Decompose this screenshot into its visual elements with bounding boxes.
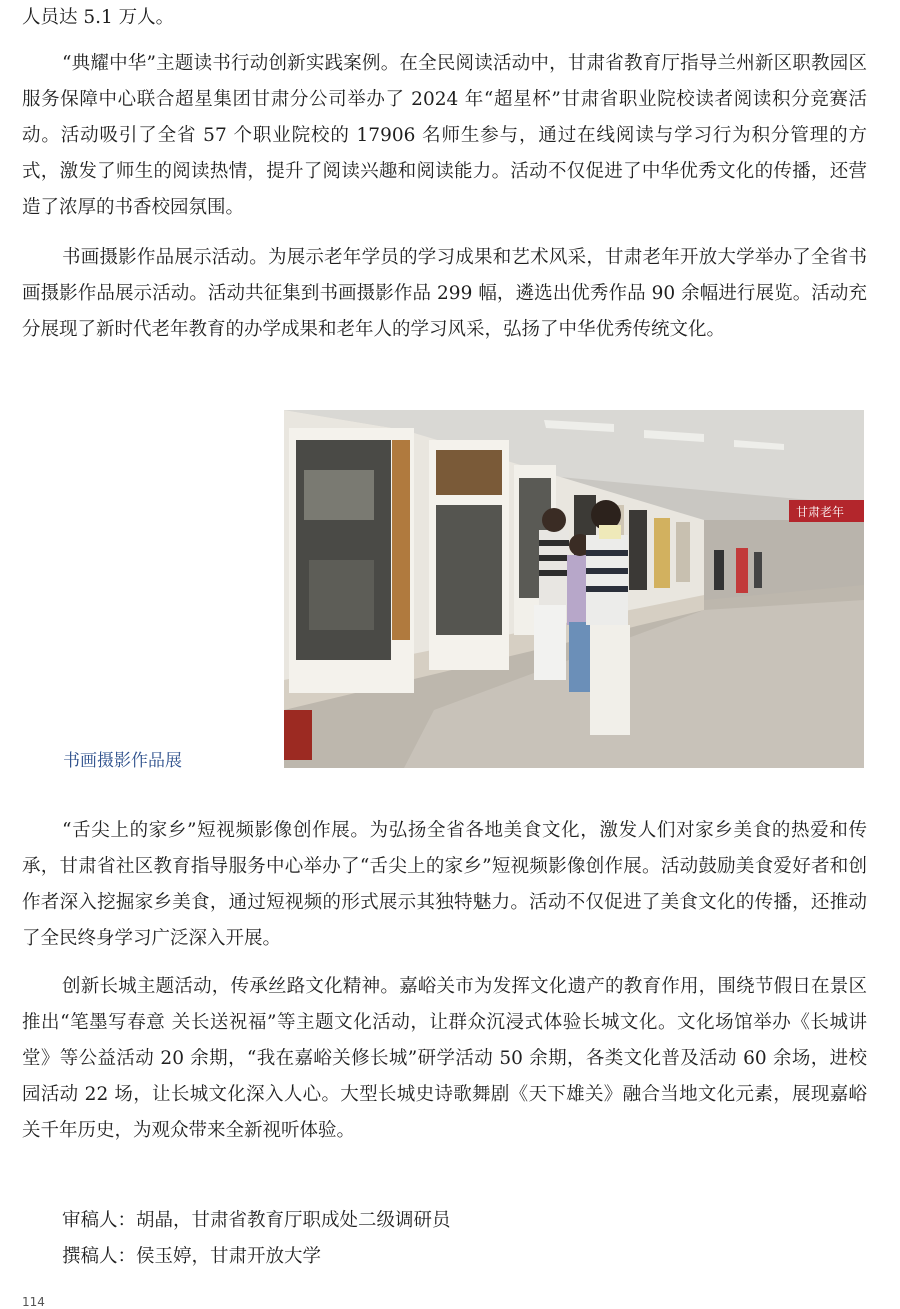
author-credit: 撰稿人：侯玉婷，甘肃开放大学 xyxy=(62,1246,322,1267)
corridor-sign-text: 甘肃老年 xyxy=(796,505,845,519)
reviewer-credit: 审稿人：胡晶，甘肃省教育厅职成处二级调研员 xyxy=(62,1210,451,1231)
exhibition-photo-illustration xyxy=(284,410,864,768)
exhibition-photo xyxy=(284,410,864,768)
page-number: 114 xyxy=(22,1295,45,1309)
paragraph-continuation: 人员达 5.1 万人。 xyxy=(22,7,175,28)
paragraph-art-exhibition: 书画摄影作品展示活动。为展示老年学员的学习成果和艺术风采，甘肃老年开放大学举办了全省书画摄影作品展示活动。活动共征集到书画摄影作品 299 幅，遴选出优秀作品 90 余幅进行展览。活动充分展现了新时代老年教育的办学成果和老年人的学习风采，弘扬了中华优秀传统文化。 xyxy=(22,247,867,340)
paragraph-great-wall: 创新长城主题活动，传承丝路文化精神。嘉峪关市为发挥文化遗产的教育作用，围绕节假日在景区推出“笔墨写春意 关长送祝福”等主题文化活动，让群众沉浸式体验长城文化。文化场馆举办《长城讲堂》等公益活动 20 余期，“我在嘉峪关修长城”研学活动 50 余期，各类文化普及活动 60 余场，进校园活动 22 场，让长城文化深入人心。大型长城史诗歌舞剧《天下雄关》融合当地文化元素，展现嘉峪关千年历史，为观众带来全新视听体验。 xyxy=(22,976,867,1141)
photo-caption: 书画摄影作品展 xyxy=(63,751,182,771)
paragraph-video-exhibition: “舌尖上的家乡”短视频影像创作展。为弘扬全省各地美食文化，激发人们对家乡美食的热爱和传承，甘肃省社区教育指导服务中心举办了“舌尖上的家乡”短视频影像创作展。活动鼓励美食爱好者和创作者深入挖掘家乡美食，通过短视频的形式展示其独特魅力。活动不仅促进了美食文化的传播，还推动了全民终身学习广泛深入开展。 xyxy=(22,820,867,949)
paragraph-reading-campaign: “典耀中华”主题读书行动创新实践案例。在全民阅读活动中，甘肃省教育厅指导兰州新区职教园区服务保障中心联合超星集团甘肃分公司举办了 2024 年“超星杯”甘肃省职业院校读者阅读积分竞赛活动。活动吸引了全省 57 个职业院校的 17906 名师生参与，通过在线阅读与学习行为积分管理的方式，激发了师生的阅读热情，提升了阅读兴趣和阅读能力。活动不仅促进了中华优秀文化的传播，还营造了浓厚的书香校园氛围。 xyxy=(22,53,867,218)
